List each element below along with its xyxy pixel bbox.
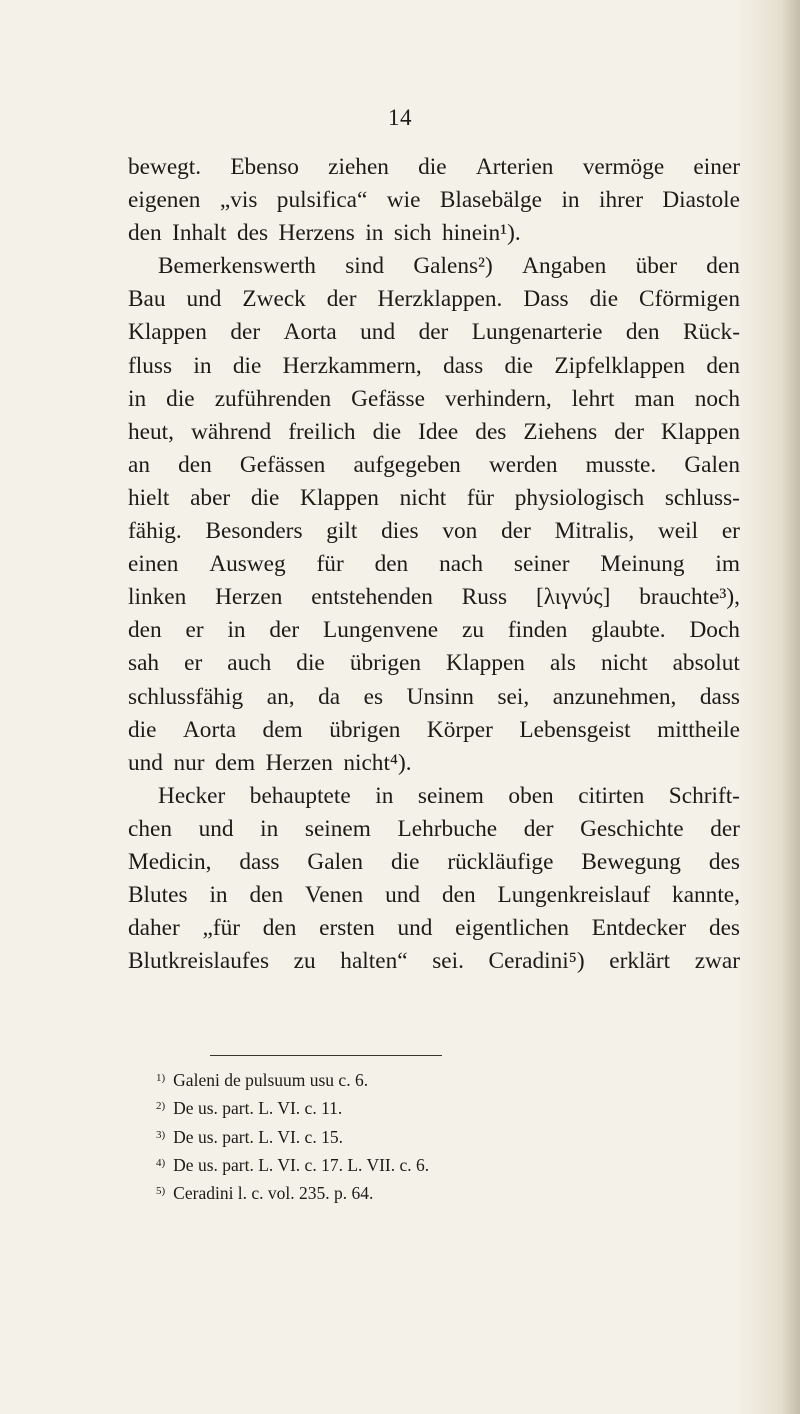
word: Aorta [283, 319, 337, 346]
word: den [374, 551, 409, 578]
word: den [128, 617, 162, 644]
word: physiologisch [514, 484, 645, 511]
word: sei, [497, 683, 530, 710]
footnote [156, 1153, 716, 1181]
word: Dass [523, 286, 569, 313]
word: Lungenvene [323, 617, 439, 644]
word: als [550, 650, 576, 677]
word: Klappen [446, 650, 525, 677]
text-line [128, 714, 740, 747]
word: der [230, 319, 261, 346]
word: halten“ [340, 948, 408, 975]
word: dem [214, 749, 256, 776]
word: den [128, 220, 162, 247]
word: eigenen [128, 187, 201, 214]
word: behauptete [249, 782, 351, 809]
word: an [128, 451, 150, 478]
word: vermöge [582, 154, 665, 180]
word: hielt [128, 484, 170, 511]
word: linken [128, 584, 187, 611]
word: musste. [585, 451, 657, 478]
word: Mitralis, [554, 518, 635, 545]
word: „für [202, 915, 240, 942]
footnote-mark: 4) [156, 1156, 166, 1169]
word: aufgegeben [353, 451, 461, 478]
page-edge-shadow [782, 0, 800, 1414]
word: seinem [417, 782, 484, 809]
text-line [128, 515, 740, 548]
word: die [418, 154, 447, 180]
word: in [193, 352, 212, 379]
footnote-text: De us. part. L. VI. c. 17. L. VII. c. 6. [173, 1154, 430, 1175]
word: Venen [304, 882, 364, 909]
text-line [128, 350, 740, 383]
text-line [128, 747, 740, 780]
word: Arterien [475, 154, 554, 180]
word: der [269, 617, 300, 644]
text-line [128, 217, 740, 250]
footnote [156, 1181, 716, 1209]
word: auch [227, 650, 272, 677]
footnote [156, 1096, 716, 1124]
text-line [128, 449, 740, 482]
word: Rück- [683, 319, 740, 346]
word: Herzkammern, [282, 352, 422, 379]
word: den [441, 882, 476, 909]
word: Bau [128, 286, 166, 313]
word: des [475, 418, 507, 445]
word: die [250, 484, 280, 511]
word: Körper [426, 716, 493, 743]
word: Diastole [662, 187, 740, 214]
word: heut, [128, 418, 174, 445]
word: und [186, 286, 222, 313]
word: Galens²) [413, 253, 493, 280]
word: Hecker [158, 782, 226, 809]
word: ziehen [328, 154, 389, 180]
word: in [227, 617, 246, 644]
word: in [375, 782, 394, 809]
word: Idee [418, 418, 459, 445]
text-line [128, 945, 740, 978]
word: in [260, 815, 279, 842]
word: Klappen [300, 484, 379, 511]
word: werden [488, 451, 558, 478]
word: der [418, 319, 449, 346]
word: Russ [461, 584, 508, 611]
word: zu [293, 948, 316, 975]
word: übrigen [329, 716, 401, 743]
word: eigentlichen [455, 915, 570, 942]
word: des [708, 915, 740, 942]
text-line [128, 813, 740, 846]
word: den [262, 915, 297, 942]
word: Schrift- [668, 782, 740, 809]
word: Ausweg [209, 551, 286, 578]
word: mittheile [657, 716, 740, 743]
word: Aorta [182, 716, 237, 743]
word: aber [190, 484, 231, 511]
word: Lebensgeist [519, 716, 631, 743]
footnote-mark: 5) [156, 1185, 166, 1198]
word: Gefässe [351, 385, 425, 412]
word: anzunehmen, [552, 683, 677, 710]
word: die [128, 716, 157, 743]
word: [λιγνύς] [535, 584, 611, 611]
word: in [209, 882, 228, 909]
word: Angaben [522, 253, 607, 280]
word: sei. [432, 948, 464, 975]
word: für [466, 484, 495, 511]
word: die [504, 352, 533, 379]
word: Blutes [128, 882, 188, 909]
text-line [128, 879, 740, 912]
word: einen [128, 551, 179, 578]
word: des [236, 220, 269, 247]
word: daher [128, 915, 180, 942]
footnotes [156, 1068, 716, 1209]
word: finden [507, 617, 568, 644]
word: weil [657, 518, 699, 545]
word: verhindern, [444, 385, 552, 412]
word: die [372, 418, 402, 445]
word: die [589, 286, 619, 313]
word: Herzens [278, 220, 355, 247]
word: in [365, 220, 384, 247]
word: Gefässen [239, 451, 326, 478]
word: und [360, 319, 396, 346]
word: noch [694, 385, 740, 412]
word: Lehrbuche [397, 815, 498, 842]
word: Ebenso [230, 154, 299, 180]
text-line [128, 780, 740, 813]
word: der [614, 418, 644, 445]
text-line [128, 250, 740, 283]
word: und [397, 915, 433, 942]
word: an, [266, 683, 295, 710]
word: bewegt. [128, 154, 202, 180]
word: dass [699, 683, 740, 710]
word: den [706, 352, 740, 379]
word: und [128, 749, 163, 776]
word: nicht [399, 484, 447, 511]
word: Entdecker [591, 915, 687, 942]
word: ersten [319, 915, 375, 942]
text-line [128, 581, 740, 614]
word: einer [693, 154, 740, 180]
word: Unsinn [406, 683, 474, 710]
word: Bemerkenswerth [158, 253, 316, 280]
footnote-mark: 3) [156, 1128, 166, 1141]
word: seinem [304, 815, 371, 842]
footnote-text: De us. part. L. VI. c. 11. [173, 1098, 343, 1119]
text-line [128, 548, 740, 581]
word: absolut [672, 650, 740, 677]
word: von [442, 518, 478, 545]
word: den [706, 253, 740, 280]
word: wie [386, 187, 421, 214]
word: des [708, 848, 740, 875]
word: sah [128, 650, 160, 677]
word: hinein¹). [441, 220, 521, 247]
word: kannte, [672, 882, 740, 909]
word: erklärt [609, 948, 671, 975]
word: nach [439, 551, 484, 578]
word: sich [393, 220, 432, 247]
word: dass [239, 848, 280, 875]
word: der [523, 815, 554, 842]
word: in [561, 187, 580, 214]
word: dass [443, 352, 484, 379]
text-line [128, 416, 740, 449]
word: seiner [513, 551, 570, 578]
word: pulsifica“ [276, 187, 368, 214]
word: für [316, 551, 344, 578]
word: nur [173, 749, 205, 776]
word: gilt [326, 518, 358, 545]
word: Cförmigen [639, 286, 740, 313]
word: zwar [694, 948, 740, 975]
word: er [721, 518, 740, 545]
word: während [191, 418, 272, 445]
word: Doch [689, 617, 740, 644]
word: übrigen [349, 650, 421, 677]
footnote-divider [210, 1055, 442, 1056]
text-line [128, 482, 740, 515]
word: Blasebälge [439, 187, 543, 214]
word: Zweck [242, 286, 306, 313]
word: Herzen [215, 584, 283, 611]
word: entstehenden [311, 584, 433, 611]
word: es [363, 683, 384, 710]
word: schluss- [664, 484, 740, 511]
footnote-text: Galeni de pulsuum usu c. 6. [173, 1070, 369, 1090]
word: oben [508, 782, 554, 809]
footnote-text: De us. part. L. VI. c. 15. [173, 1126, 343, 1147]
text-line [128, 614, 740, 647]
word: er [185, 617, 204, 644]
word: und [198, 815, 234, 842]
word: den [178, 451, 212, 478]
word: Inhalt [172, 220, 227, 247]
footnote [156, 1125, 716, 1153]
word: die [232, 352, 262, 379]
text-line [128, 151, 740, 184]
word: zuführenden [214, 385, 332, 412]
word: er [184, 650, 203, 677]
word: sind [345, 253, 385, 280]
word: der [501, 518, 531, 545]
word: und [385, 882, 421, 909]
word: den [625, 319, 660, 346]
word: rückläufige [447, 848, 554, 875]
text-line [128, 681, 740, 714]
word: der [326, 286, 357, 313]
word: in [128, 385, 147, 412]
word: Medicin, [128, 848, 212, 875]
word: der [710, 815, 740, 842]
word: im [715, 551, 740, 578]
word: nicht [600, 650, 648, 677]
text-line [128, 316, 740, 349]
word: ihrer [598, 187, 643, 214]
word: Galen [684, 451, 740, 478]
word: man [634, 385, 675, 412]
word: Klappen [661, 418, 740, 445]
text-line [128, 846, 740, 879]
word: brauchte³), [639, 584, 740, 611]
word: zu [462, 617, 484, 644]
text-line [128, 647, 740, 680]
word: „vis [219, 187, 258, 214]
word: citirten [578, 782, 645, 809]
footnote-mark: 1) [156, 1072, 166, 1084]
word: Meinung [600, 551, 685, 578]
footnote-mark: 2) [156, 1100, 166, 1113]
text-line [128, 184, 740, 217]
word: nicht⁴). [343, 749, 412, 776]
word: Geschichte [580, 815, 684, 842]
word: Ceradini⁵) [488, 948, 585, 975]
page-number: 14 [388, 105, 412, 130]
word: freilich [288, 418, 356, 445]
text-line [128, 912, 740, 945]
word: schlussfähig [128, 683, 244, 710]
word: Ziehens [523, 418, 598, 445]
word: chen [128, 815, 172, 842]
word: die [166, 385, 195, 412]
word: den [249, 882, 284, 909]
text-line [128, 283, 740, 316]
word: die [296, 650, 325, 677]
word: Herzklappen. [377, 286, 503, 313]
word: dies [381, 518, 419, 545]
word: lehrt [571, 385, 615, 412]
word: Zipfelklappen [554, 352, 686, 379]
footnote [156, 1068, 716, 1096]
word: fluss [128, 352, 173, 379]
text-line [128, 383, 740, 416]
word: Lungenarterie [471, 319, 603, 346]
word: dem [262, 716, 303, 743]
word: Herzen [265, 749, 333, 776]
footnote-text: Ceradini l. c. vol. 235. p. 64. [173, 1183, 374, 1204]
word: da [318, 683, 341, 710]
word: Galen [307, 848, 364, 875]
word: über [635, 253, 677, 280]
word: fähig. [128, 518, 182, 545]
body-text [128, 151, 740, 978]
word: Besonders [205, 518, 303, 545]
word: Bewegung [581, 848, 681, 875]
word: die [390, 848, 420, 875]
word: Lungenkreislauf [497, 882, 651, 909]
word: Klappen [128, 319, 207, 346]
word: Blutkreislaufes [128, 948, 270, 975]
word: glaubte. [591, 617, 666, 644]
